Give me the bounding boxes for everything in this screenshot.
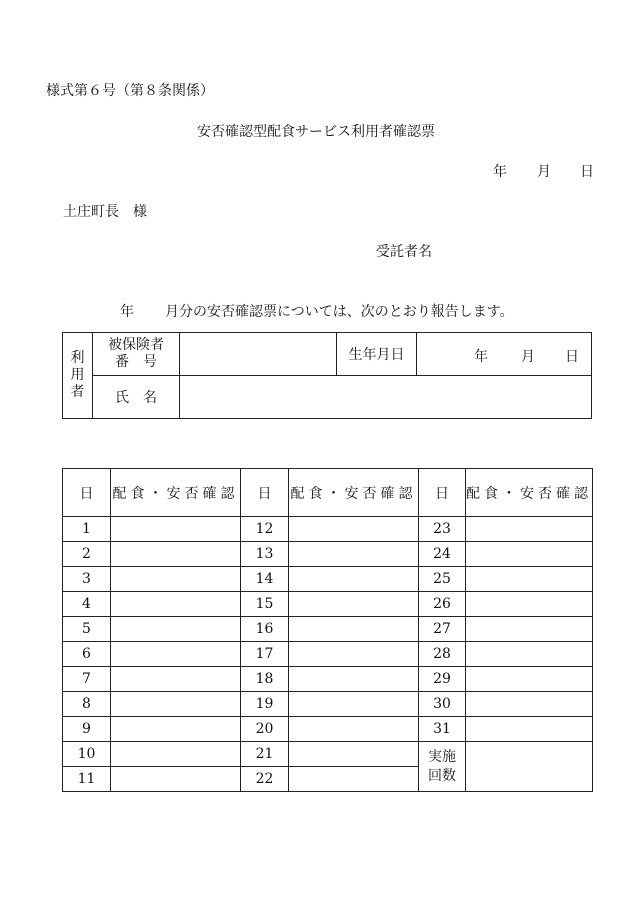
confirm-cell[interactable] <box>289 692 419 717</box>
insured-number-field[interactable] <box>180 333 337 376</box>
day-number: 6 <box>63 642 111 667</box>
confirm-cell[interactable] <box>111 667 241 692</box>
table-row <box>63 667 593 692</box>
confirm-cell[interactable] <box>466 642 593 667</box>
day-header: 日 <box>419 469 466 517</box>
day-number: 4 <box>63 592 111 617</box>
confirm-cell[interactable] <box>289 667 419 692</box>
birthdate-field[interactable] <box>417 333 592 376</box>
day-number: 19 <box>241 692 289 717</box>
confirm-cell[interactable] <box>289 642 419 667</box>
day-number: 16 <box>241 617 289 642</box>
confirm-cell[interactable] <box>111 542 241 567</box>
day-number: 31 <box>419 717 466 742</box>
confirm-cell[interactable] <box>466 592 593 617</box>
day-number: 27 <box>419 617 466 642</box>
table-row <box>63 517 593 542</box>
implementation-count-label <box>419 742 466 792</box>
day-number: 20 <box>241 717 289 742</box>
confirm-cell[interactable] <box>466 717 593 742</box>
insured-number-label-line: 被保険者 <box>108 337 164 353</box>
day-number: 30 <box>419 692 466 717</box>
contractor-label: 受託者名 <box>376 244 432 260</box>
confirm-cell[interactable] <box>111 717 241 742</box>
table-row <box>63 742 593 767</box>
day-number: 22 <box>241 767 289 792</box>
day-number: 11 <box>63 767 111 792</box>
form-number: 様式第６号（第８条関係） <box>46 83 214 99</box>
confirm-cell[interactable] <box>111 692 241 717</box>
day-number: 17 <box>241 642 289 667</box>
report-text: 月分の安否確認票については、次のとおり報告します。 <box>165 304 514 320</box>
table-row <box>63 717 593 742</box>
day-number: 18 <box>241 667 289 692</box>
day-number: 8 <box>63 692 111 717</box>
report-year: 年 <box>120 304 134 320</box>
name-label: 氏 名 <box>93 376 180 419</box>
table-row <box>63 692 593 717</box>
user-section-label <box>63 333 93 419</box>
day-number: 21 <box>241 742 289 767</box>
table-row <box>63 617 593 642</box>
confirm-cell[interactable] <box>111 767 241 792</box>
day-header: 日 <box>63 469 111 517</box>
day-number: 3 <box>63 567 111 592</box>
table-row <box>63 542 593 567</box>
confirm-cell[interactable] <box>111 642 241 667</box>
confirm-cell[interactable] <box>111 517 241 542</box>
implementation-count-label-line: 実施 <box>428 748 456 765</box>
day-number: 29 <box>419 667 466 692</box>
confirm-cell[interactable] <box>289 742 419 767</box>
day-number: 14 <box>241 567 289 592</box>
user-label-char: 利 <box>70 350 85 366</box>
day-number: 2 <box>63 542 111 567</box>
confirm-cell[interactable] <box>466 542 593 567</box>
confirm-cell[interactable] <box>289 592 419 617</box>
birthdate-month: 月 <box>521 349 535 365</box>
implementation-count-label-line: 回数 <box>428 767 456 784</box>
date-month: 月 <box>537 164 551 180</box>
confirm-cell[interactable] <box>289 567 419 592</box>
user-label-char: 用 <box>70 367 85 383</box>
page-title: 安否確認型配食サービス利用者確認票 <box>197 124 435 140</box>
user-info-table <box>62 332 592 419</box>
birthdate-label: 生年月日 <box>337 333 417 376</box>
confirm-cell[interactable] <box>466 692 593 717</box>
insured-number-label <box>93 333 180 376</box>
birthdate-year: 年 <box>474 349 488 365</box>
table-row <box>63 592 593 617</box>
confirm-cell[interactable] <box>466 517 593 542</box>
user-label-char: 者 <box>70 384 85 400</box>
day-number: 10 <box>63 742 111 767</box>
confirm-cell[interactable] <box>289 542 419 567</box>
daily-confirmation-table <box>62 468 593 792</box>
confirm-header: 配食・安否確認 <box>111 469 241 517</box>
confirm-cell[interactable] <box>111 567 241 592</box>
confirm-cell[interactable] <box>466 617 593 642</box>
date-day: 日 <box>580 164 594 180</box>
day-number: 9 <box>63 717 111 742</box>
day-number: 1 <box>63 517 111 542</box>
date-year: 年 <box>493 164 507 180</box>
confirm-cell[interactable] <box>466 567 593 592</box>
confirm-cell[interactable] <box>466 667 593 692</box>
confirm-cell[interactable] <box>289 517 419 542</box>
day-number: 25 <box>419 567 466 592</box>
day-number: 7 <box>63 667 111 692</box>
confirm-header: 配食・安否確認 <box>289 469 419 517</box>
day-number: 12 <box>241 517 289 542</box>
table-row <box>63 642 593 667</box>
confirm-cell[interactable] <box>289 717 419 742</box>
day-number: 28 <box>419 642 466 667</box>
insured-number-label-line: 番 号 <box>115 354 157 370</box>
name-field[interactable] <box>180 376 592 419</box>
day-number: 15 <box>241 592 289 617</box>
birthdate-day: 日 <box>565 349 579 365</box>
day-number: 24 <box>419 542 466 567</box>
day-number: 5 <box>63 617 111 642</box>
confirm-cell[interactable] <box>111 592 241 617</box>
confirm-cell[interactable] <box>289 767 419 792</box>
confirm-cell[interactable] <box>289 617 419 642</box>
table-row <box>63 567 593 592</box>
confirm-header: 配食・安否確認 <box>466 469 593 517</box>
confirm-cell[interactable] <box>111 617 241 642</box>
confirm-cell[interactable] <box>111 742 241 767</box>
addressee: 土庄町長 様 <box>63 204 147 220</box>
day-number: 23 <box>419 517 466 542</box>
implementation-count-field[interactable] <box>466 742 593 792</box>
day-header: 日 <box>241 469 289 517</box>
day-number: 13 <box>241 542 289 567</box>
day-number: 26 <box>419 592 466 617</box>
